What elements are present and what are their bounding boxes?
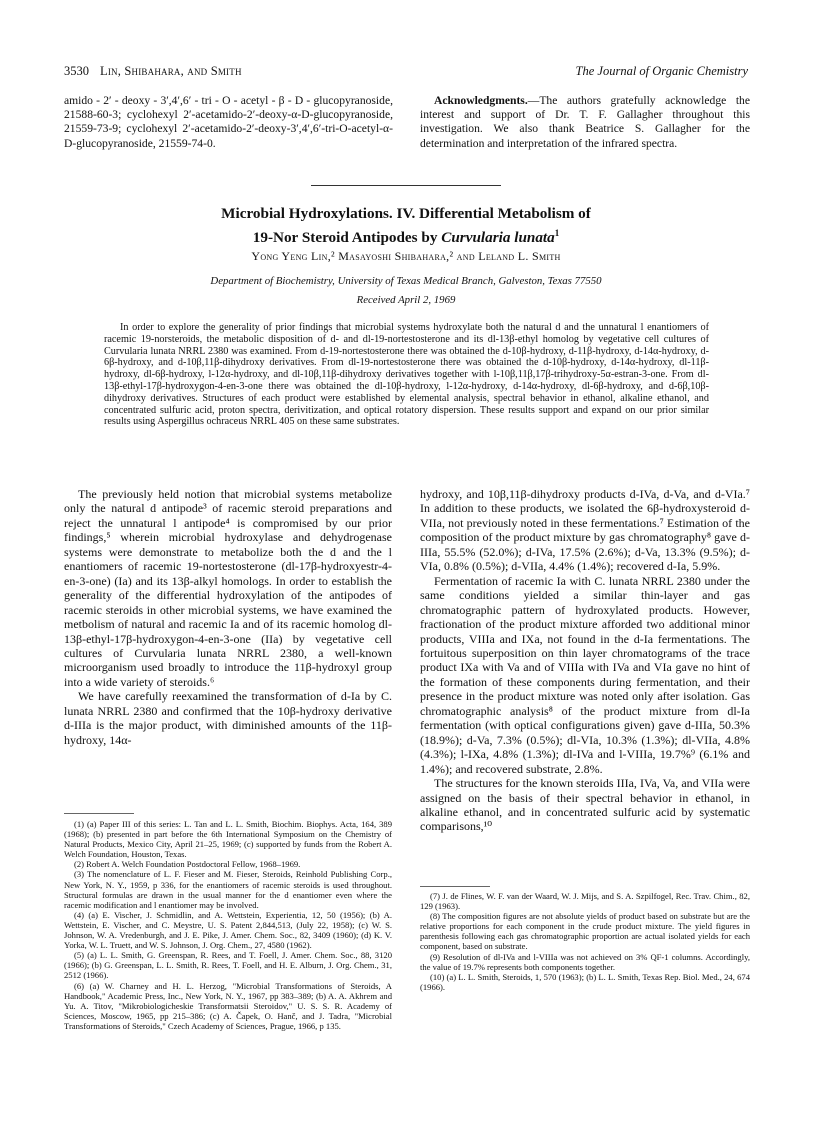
previous-article-keywords [64,94,393,151]
page-header [64,64,748,84]
author-list: Yong Yeng Lin,² Masayoshi Shibahara,² and Leland L. Smith [251,249,561,263]
footnote: (6) (a) W. Charney and H. L. Herzog, "Microbial Transformations of Steroids, A Handbook," Academic Press, Inc., New York, N. Y., 1967, pp 383–389; (b) A. A. Akhrem and Yu. A. Titov, "Mikrobiologicheskie Transformatsii Steroidov," U. S. S. R. Academy of Sciences, Moscow, 1965, pp 215–386; (c) A. Čapek, O. Hanč, and J. Tadra, "Microbial Transformations of Steroids," Czech Academy of Sciences, Prague, 1966, p 135. [64,980,392,1031]
affiliation: Department of Biochemistry, University of Texas Medical Branch, Galveston, Texas 77550 [210,275,602,287]
footnote-rule [64,813,134,814]
body-paragraph: hydroxy, and 10β,11β-dihydroxy products d-IVa, d-Va, and d-VIa.⁷ In addition to these products, we isolated the 6β-hydroxysteroid d-VIIa, not previously noted in these fermentations.⁷ Estimation of the composition of the product mixture by gas chromatography⁸ gave d-IIIa, 55.5% (52.0%); d-IVa, 17.5% (2.6%); d-Va, 13.3% (9.5%); d-VIa, 0.8% (0.5%); d-VIIa, 4.4% (1.4%); recovered d-Ia, 5.9%. [420,487,750,574]
title-footnote-mark: 1 [554,227,560,238]
footnote: (7) J. de Flines, W. F. van der Waard, W. J. Mijs, and S. A. Szpilfogel, Rec. Trav. Chim., 82, 129 (1963). [420,891,750,912]
body-paragraph: Fermentation of racemic Ia with C. lunata NRRL 2380 under the same conditions yielded a similar thin-layer and gas chromatographic pattern of hydroxylated products. However, fractionation of the product mixture afforded two additional minor products, VIIIa and IXa, not found in the d-Ia fermentations. The fortuitous superposition on thin layer chromatograms of the trace product IXa with Va and of VIIIa with IVa and VIa gave no hint of the formation of these components during fermentation, and their presence in the product mixture was noted only after isolation. Gas chromatographic analysis⁸ of the product mixture from dl-Ia fermentation (with optical configurations given) gave d-IIIa, 50.3% (18.9%); d-Va, 7.3% (0.5%); dl-VIa, 10.3% (1.3%); dl-VIIa, 4.8% (4.3%); l-IXa, 4.8% (1.3%); dl-IVa and l-VIIIa, 19.7%⁹ (6.1% and 1.4%); and recovered substrate, 2.8%. [420,573,750,776]
footnote: (4) (a) E. Vischer, J. Schmidlin, and A. Wettstein, Experientia, 12, 50 (1956); (b) A. Wettstein, E. Vischer, and C. Meystre, U. S. Patent 2,844,513, (July 22, 1958); (c) W. S. Johnson, W. A. Vredenburgh, and J. E. Pike, J. Amer. Chem. Soc., 82, 3409 (1960); (d) K. V. Yorka, W. L. Truett, and W. S. Johnson, J. Org. Chem., 27, 4580 (1962). [64,909,392,951]
footnote: (3) The nomenclature of L. F. Fieser and M. Fieser, Steroids, Reinhold Publishing Corp., New York, N. Y., 1959, p 336, for the enantiomers of racemic steroids is used throughout. Structural formulas are drawn in the usual manner for the d enantiomer even where the racemic modification and l enantiomer may be involved. [64,869,392,910]
acknowledgments-heading: Acknowledgments. [434,94,528,107]
body-paragraph: The structures for the known steroids IIIa, IVa, Va, and VIIa were assigned on the basis of their spectral behavior in ethanol, in alkaline ethanol, and in concentrated sulfuric acid by systematic comparisons,¹⁰ [420,776,750,834]
article-title [64,205,748,247]
body-column-right [420,487,750,834]
keywords-text: amido - 2′ - deoxy - 3′,4′,6′ - tri - O - acetyl - β - D - glucopyranoside, 21588-60-3; cyclohexyl 2′-acetamido-2′-deoxy-α-D-glucopyranoside, 21559-73-9; cyclohexyl 2′-acetamido-2′-deoxy-3′,4′,6′-tri-O-acetyl-α-D-glucopyranoside, 21559-74-0. [64,94,393,150]
acknowledgments-text: —The authors gratefully acknowledge the interest and support of Dr. T. F. Gallagher throughout this investigation. We also thank Beatrice S. Gallagher for the determination and interpretation of the infrared spectra. [420,94,750,150]
abstract: In order to explore the generality of prior findings that microbial systems hydroxylate both the natural d and the unnatural l enantiomers of racemic 19-norsteroids, the metabolic disposition of d- and dl-19-nortestosterone and its dl-13β-ethyl homolog by vegetative cell cultures of Curvularia lunata NRRL 2380 was examined. From d-19-nortestosterone there was obtained the d-10β-hydroxy, d-11β-hydroxy, d-14α-hydroxy, d-6β-hydroxy, and d-10β,11β-dihydroxy derivatives. From dl-19-nortestosterone there was obtained the d-10β-hydroxy, d-14α-hydroxy, dl-11β-hydroxy, dl-6β-hydroxy, l-12α-hydroxy, and dl-10β,11β-dihydroxy derivatives together with l-10β,11β,17β-trihydroxy-5α-estran-3-one. From dl-13β-ethyl-17β-hydroxygon-4-en-3-one there was obtained the dl-10β-hydroxy, l-12α-hydroxy, d-14α-hydroxy, dl-6β-hydroxy, and d-6β,10β-dihydroxy derivatives. Structures of each product were established by elemental analysis, spectral behavior in ethanol, alkaline ethanol, and concentrated sulfuric acid, proton spectra, derivitization, and optical rotatory dispersion. These results support and expand on our prior similar results using Aspergillus ochraceus NRRL 405 on these same substrates. [104,322,709,428]
title-line-2-text: 19-Nor Steroid Antipodes by [252,228,442,246]
footnote: (10) (a) L. L. Smith, Steroids, 1, 570 (1963); (b) L. L. Smith, Texas Rep. Biol. Med., 24, 674 (1966). [420,971,750,992]
footnotes-left [64,819,392,1031]
footnote: (2) Robert A. Welch Foundation Postdoctoral Fellow, 1968–1969. [74,859,301,870]
journal-name: The Journal of Organic Chemistry [575,64,748,78]
running-head-authors: Lin, Shibahara, and Smith [100,64,242,78]
acknowledgments-section [420,94,750,151]
title-line-1: Microbial Hydroxylations. IV. Differential Metabolism of [221,205,591,222]
footnotes-right [420,891,750,992]
footnote: (9) Resolution of dl-IVa and l-VIIIa was not achieved on 3% QF-1 columns. Accordingly, the value of 19.7% represents both components together. [420,951,750,972]
received-date: Received April 2, 1969 [356,294,456,306]
acknowledgments-paragraph [420,94,750,151]
section-divider [311,185,501,186]
footnote: (1) (a) Paper III of this series: L. Tan and L. L. Smith, Biochim. Biophys. Acta, 164, 389 (1968); (b) presented in part before the 6th International Symposium on the Chemistry of Natural Products, Mexico City, April 21–25, 1969; (c) supported by funds from the Robert A. Welch Foundation, Houston, Texas. [64,819,392,860]
page-number: 3530 [64,64,89,78]
footnote: (5) (a) L. L. Smith, G. Greenspan, R. Rees, and T. Foell, J. Amer. Chem. Soc., 88, 3120 (1966); (b) G. Greenspan, L. L. Smith, R. Rees, T. Foell, and H. E. Alburn, J. Org. Chem., 31, 2512 (1966). [64,950,392,981]
title-organism: Curvularia lunata [441,228,555,246]
body-paragraph: We have carefully reexamined the transformation of d-Ia by C. lunata NRRL 2380 and confirmed that the 10β-hydroxy derivative d-IIIa is the major product, with diminished amounts of the 11β-hydroxy, 14α- [64,689,392,747]
footnote: (8) The composition figures are not absolute yields of product based on substrate but are the relative proportions for each component in the crude product mixture. The yield figures in parenthesis following each gas chromatographic proportion are actual isolated yields for each component, based on substrate. [420,911,750,952]
footnote-rule [420,886,490,887]
body-column-left [64,487,392,747]
body-paragraph: The previously held notion that microbial systems metabolize only the natural d antipode³ of racemic steroid preparations and reject the unnatural l antipode⁴ is compromised by our prior findings,⁵ wherein microbial hydroxylase and dehydrogenase systems were demonstrate to metabolize both the d and the l enantiomers of racemic 19-nortestosterone (dl-17β-hydroxyestr-4-en-3-one) (Ia) and its 13β-alkyl homologs. In order to establish the generality of the differential hydroxylation of the antipodes of racemic steroids in other microbial systems, we have examined the metbolism of natural and racemic Ia and of its racemic homolog dl-13β-ethyl-17β-hydroxygon-4-en-3-one (IIa) by vegetative cell cultures of Curvularia lunata NRRL 2380, a well-known microorganism used broadly to introduce the 11β-hydroxyl group into a wide variety of steroids.⁶ [64,487,392,689]
title-line-2 [64,224,748,248]
